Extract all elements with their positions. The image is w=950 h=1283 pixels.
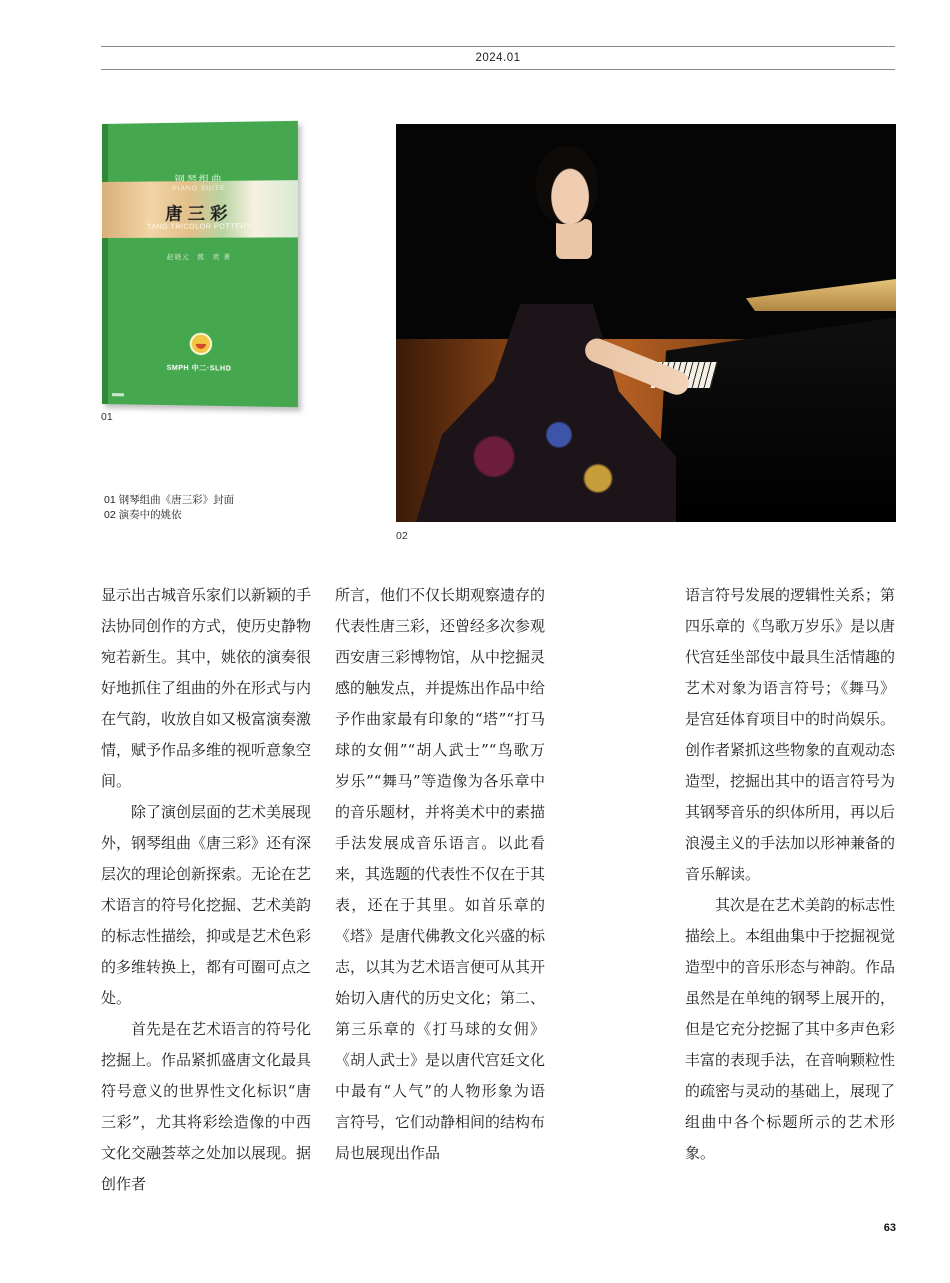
paragraph: 首先是在艺术语言的符号化挖掘上。作品紧抓盛唐文化最具符号意义的世界性文化标识“唐三彩”，尤其将彩绘造像的中西文化交融荟萃之处加以展现。据创作者 xyxy=(101,1020,312,1193)
cover-barcode-mark xyxy=(112,393,124,396)
paragraph: 所言，他们不仅长期观察遗存的代表性唐三彩，还曾经多次参观西安唐三彩博物馆，从中挖掘灵感的触发点，并提炼出作品中给予作曲家最有印象的“塔”“打马球的女佣”“胡人武士”“鸟歌万岁乐”“舞马”等造像为各乐章中的音乐题材，并将美术中的素描手法发展成音乐语言。以此看来，其选题的代表性不仅在于其表，还在于其里。如首乐章的《塔》是唐代佛教文化兴盛的标志，以其为艺术语言便可从其开始切入唐代的历史文化；第二、第三乐章的《打马球的女佣》《胡人武士》是以唐代宫廷文化中最有“人气”的人物形象为语言符号，它们动静相间的结构布局也展现出作品 xyxy=(335,586,546,1162)
cover-title: 唐三彩 xyxy=(165,204,233,225)
grand-piano xyxy=(646,284,896,522)
issue-date: 2024.01 xyxy=(475,52,521,64)
paragraph: 其次是在艺术美韵的标志性描绘上。本组曲集中于挖掘视觉造型中的音乐形态与神韵。作品虽然是在单纯的钢琴上展开的，但是它充分挖掘了其中多声色彩丰富的表现手法，在音响颗粒性的疏密与灵动的基础上，展现了组曲中各个标题所示的艺术形象。 xyxy=(685,896,896,1162)
header-rule-top xyxy=(101,46,895,47)
pianist-head xyxy=(536,146,598,224)
piano-lid xyxy=(746,279,896,311)
book-cover-image xyxy=(102,121,298,407)
paragraph: 显示出古城音乐家们以新颖的手法协同创作的方式，使历史静物宛若新生。其中，姚依的演奏很好地抓住了组曲的外在形式与内在气韵，收放自如又极富演奏激情，赋予作品多维的视听意象空间。 xyxy=(101,586,312,790)
header-rule-bottom xyxy=(101,69,895,70)
cover-authors: 赵晓元 熊 欢 著 xyxy=(166,252,232,261)
publisher-emblem-icon xyxy=(190,333,212,355)
paragraph: 语言符号发展的逻辑性关系；第四乐章的《鸟歌万岁乐》是以唐代宫廷坐部伎中最具生活情趣的艺术对象为语言符号；《舞马》是宫廷体育项目中的时尚娱乐。创作者紧抓这些物象的直观动态造型，挖掘出其中的语言符号为其钢琴音乐的织体所用，再以后浪漫主义的手法加以形神兼备的音乐解读。 xyxy=(685,586,896,883)
body-column-3 xyxy=(685,580,895,1169)
caption-2: 02 演奏中的姚依 xyxy=(104,509,182,521)
paragraph: 除了演创层面的艺术美展现外，钢琴组曲《唐三彩》还有深层次的理论创新探索。无论在艺术语言的符号化挖掘、艺术美韵的标志性描绘，抑或是艺术色彩的多维转换上，都有可圈可点之处。 xyxy=(101,803,312,1007)
cover-subtitle-en: PIANO SUITE xyxy=(172,184,226,193)
page-number: 63 xyxy=(883,1222,896,1234)
cover-publisher-logo: SMPH 中二·SLHD xyxy=(166,364,232,373)
cover-title-en: TANG TRICOLOR POTTERY xyxy=(146,223,252,231)
pianist-neck xyxy=(556,219,592,259)
performance-photo xyxy=(396,124,896,522)
figure-captions xyxy=(104,493,234,523)
figure-1-label: 01 xyxy=(101,411,113,423)
cover-art-band xyxy=(102,180,298,238)
figure-2-label: 02 xyxy=(396,530,408,542)
caption-1: 01 钢琴组曲《唐三彩》封面 xyxy=(104,494,235,506)
body-column-2 xyxy=(335,580,545,1169)
body-column-1 xyxy=(101,580,311,1200)
